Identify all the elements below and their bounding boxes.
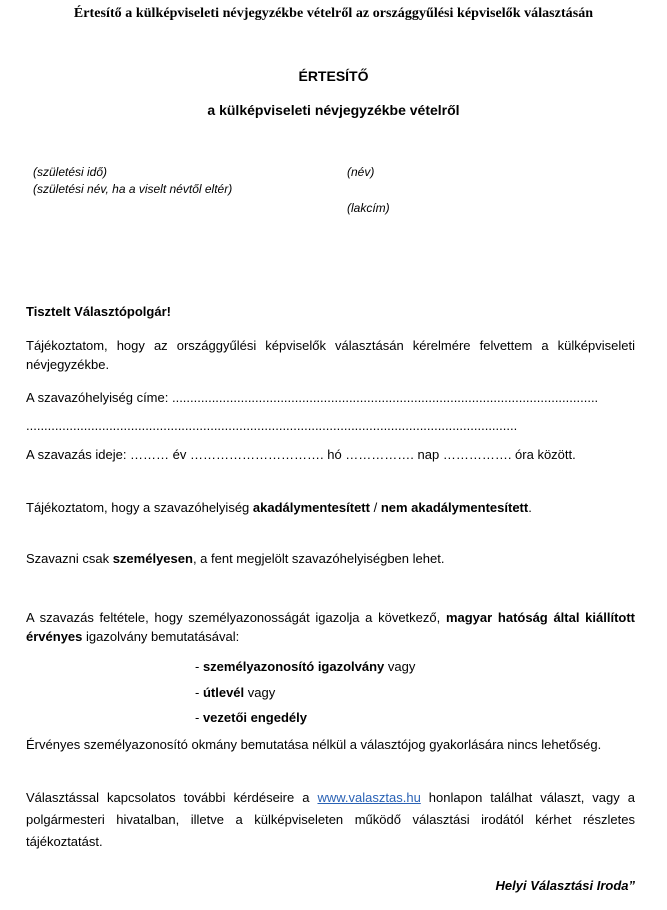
document-list-item [195, 659, 415, 674]
document-list-item [195, 685, 275, 700]
condition-prefix: A szavazás feltétele, hogy személyazonosságát igazolja a következő, [26, 610, 446, 625]
accessibility-prefix: Tájékoztatom, hogy a szavazóhelyiség [26, 500, 253, 515]
list-dash: - [195, 685, 203, 700]
warning-line: Érvényes személyazonosító okmány bemutatása nélkül a választójog gyakorlására nincs lehetőség. [26, 737, 602, 752]
document-subtitle: a külképviseleti névjegyzékbe vételről [207, 102, 460, 118]
list-dash: - [195, 710, 203, 725]
polling-address-label: A szavazóhelyiség címe: [26, 390, 172, 405]
driving-licence-label: vezetői engedély [202, 710, 307, 725]
list-dash: - [195, 659, 203, 674]
in-person-line [26, 551, 444, 566]
id-card-label: személyazonosító igazolvány [202, 659, 385, 674]
greeting: Tisztelt Választópolgár! [26, 304, 171, 319]
in-person-suffix: , a fent megjelölt szavazóhelyiségben lehet. [192, 551, 445, 566]
valasztas-link[interactable]: www.valasztas.hu [317, 790, 421, 805]
name-field: (név) [347, 165, 375, 179]
condition-suffix: igazolvány bemutatásával: [82, 629, 240, 644]
accessibility-separator: / [369, 500, 381, 515]
document-title: ÉRTESÍTŐ [298, 68, 369, 84]
in-person-prefix: Szavazni csak [26, 551, 113, 566]
birth-name-field: (születési név, ha a viselt névtől eltér) [33, 182, 233, 196]
polling-address-line [26, 390, 646, 405]
list-suffix: vagy [244, 685, 276, 700]
address-field: (lakcím) [347, 201, 390, 215]
contact-suffix: honlapon találhat választ, vagy a polgármesteri hivatalban, illetve a külképviseleten működő választási irodától kérhet részletes tájékoztatást. [26, 790, 635, 849]
document-list-item [195, 710, 307, 725]
voting-time-line: A szavazás ideje: ……… év …………………………. hó ……………. nap ……………. óra között. [26, 447, 576, 462]
not-accessible-option: nem akadálymentesített [380, 500, 529, 515]
accessibility-line [26, 500, 532, 515]
birth-date-field: (születési idő) [33, 165, 108, 179]
passport-label: útlevél [202, 685, 245, 700]
condition-paragraph [26, 608, 635, 646]
accessibility-suffix: . [528, 500, 532, 515]
contact-prefix: Választással kapcsolatos további kérdéseire a [26, 790, 318, 805]
polling-address-dots: ...................................................................................................................... [171, 390, 599, 405]
intro-paragraph: Tájékoztatom, hogy az országgyűlési képviselők választásán kérelmére felvettem a külképviseleti névjegyzékbe. [26, 338, 635, 372]
in-person-bold: személyesen [112, 551, 193, 566]
polling-address-continuation: ........................................................................................................................................ [26, 418, 518, 433]
signature: Helyi Választási Iroda” [495, 878, 635, 893]
accessible-option: akadálymentesített [252, 500, 370, 515]
condition-bold: magyar hatóság által kiállított érvényes [26, 610, 635, 644]
contact-paragraph [26, 787, 635, 853]
document-header: Értesítő a külképviseleti névjegyzékbe vételről az országgyűlési képviselők választásán [73, 6, 594, 21]
list-suffix: vagy [384, 659, 416, 674]
